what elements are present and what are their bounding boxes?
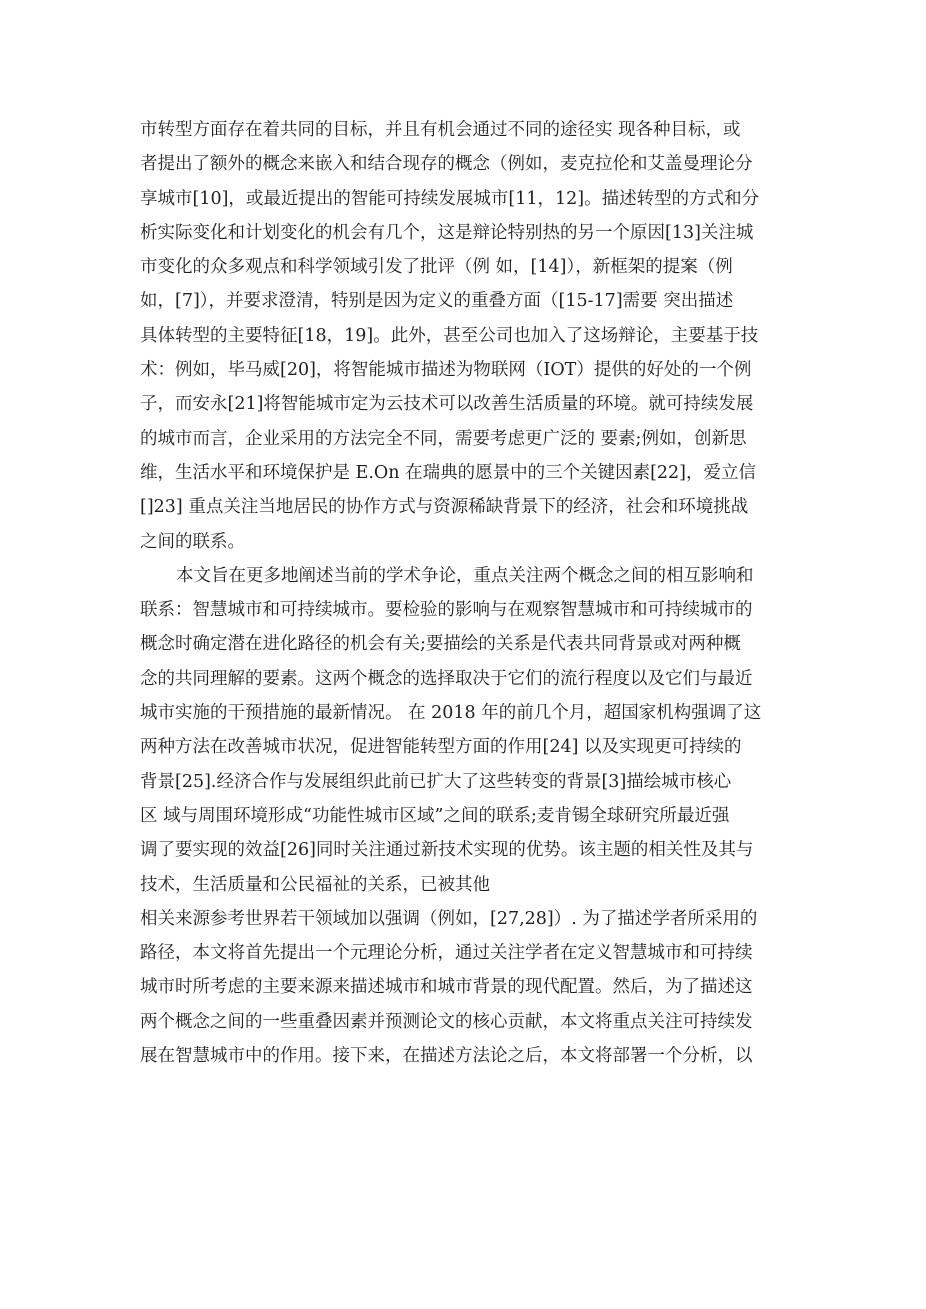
text-line: 概念时确定潜在进化路径的机会有关;要描绘的关系是代表共同背景或对两种概 — [140, 634, 741, 655]
text-line: 城市时所考虑的主要来源来描述城市和城市背景的现代配置。然后，为了描述这 — [140, 977, 753, 998]
text-line: 念的共同理解的要素。这两个概念的选择取决于它们的流行程度以及它们与最近 — [140, 668, 753, 689]
text-line: 联系：智慧城市和可持续城市。要检验的影响与在观察智慧城市和可持续城市的 — [140, 600, 753, 621]
text-line: 的城市而言，企业采用的方法完全不同，需要考虑更广泛的 要素;例如，创新思 — [140, 428, 747, 449]
text-line: 相关来源参考世界若干领域加以强调（例如，[27,28]）. 为了描述学者所采用的 — [140, 908, 758, 929]
text-line: 者提出了额外的概念来嵌入和结合现存的概念（例如，麦克拉伦和艾盖曼理论分 — [140, 154, 753, 175]
text-line: 城市实施的干预措施的最新情况。 在 2018 年的前几个月，超国家机构强调了这 — [140, 703, 762, 724]
text-line: 区 域与周围环境形成“功能性城市区域”之间的联系;麦肯锡全球研究所最近强 — [140, 805, 730, 826]
text-line: 调了要实现的效益[26]同时关注通过新技术实现的优势。该主题的相关性及其与 — [140, 840, 754, 861]
text-line: 市变化的众多观点和科学领域引发了批评（例 如，[14]），新框架的提案（例 — [140, 257, 733, 278]
text-line: 之间的联系。 — [140, 531, 245, 552]
text-line: 市转型方面存在着共同的目标，并且有机会通过不同的途径实 现各种目标，或 — [140, 120, 741, 140]
text-line: []23] 重点关注当地居民的协作方式与资源稀缺背景下的经济，社会和环境挑战 — [140, 497, 749, 518]
text-line: 维，生活水平和环境保护是 E.On 在瑞典的愿景中的三个关键因素[22]，爱立信 — [140, 462, 757, 483]
text-line: 术：例如，毕马威[20]，将智能城市描述为物联网（IOT）提供的好处的一个例 — [140, 360, 752, 381]
text-line: 子，而安永[21]将智能城市定为云技术可以改善生活质量的环境。就可持续发展 — [140, 394, 754, 415]
text-line: 如，[7]），并要求澄清，特别是因为定义的重叠方面（[15-17]需要 突出描述 — [140, 291, 734, 312]
paragraph-start-line: 本文旨在更多地阐述当前的学术争论，重点关注两个概念之间的相互影响和 — [176, 565, 754, 586]
text-line: 展在智慧城市中的作用。接下来，在描述方法论之后，本文将部署一个分析，以 — [140, 1046, 753, 1067]
text-line: 享城市[10]，或最近提出的智能可持续发展城市[11，12]。描述转型的方式和分 — [140, 188, 760, 209]
body-text — [140, 113, 792, 1073]
text-line: 路径，本文将首先提出一个元理论分析，通过关注学者在定义智慧城市和可持续 — [140, 943, 753, 964]
text-line: 技术，生活质量和公民福祉的关系，已被其他 — [140, 874, 490, 895]
text-line: 两种方法在改善城市状况，促进智能转型方面的作用[24] 以及实现更可持续的 — [140, 737, 742, 758]
text-line: 析实际变化和计划变化的机会有几个，这是辩论特别热的另一个原因[13]关注城 — [140, 222, 754, 243]
text-line: 两个概念之间的一些重叠因素并预测论文的核心贡献，本文将重点关注可持续发 — [140, 1011, 753, 1032]
text-line: 具体转型的主要特征[18，19]。此外，甚至公司也加入了这场辩论，主要基于技 — [140, 325, 759, 346]
text-line: 背景[25].经济合作与发展组织此前已扩大了这些转变的背景[3]描绘城市核心 — [140, 771, 732, 792]
